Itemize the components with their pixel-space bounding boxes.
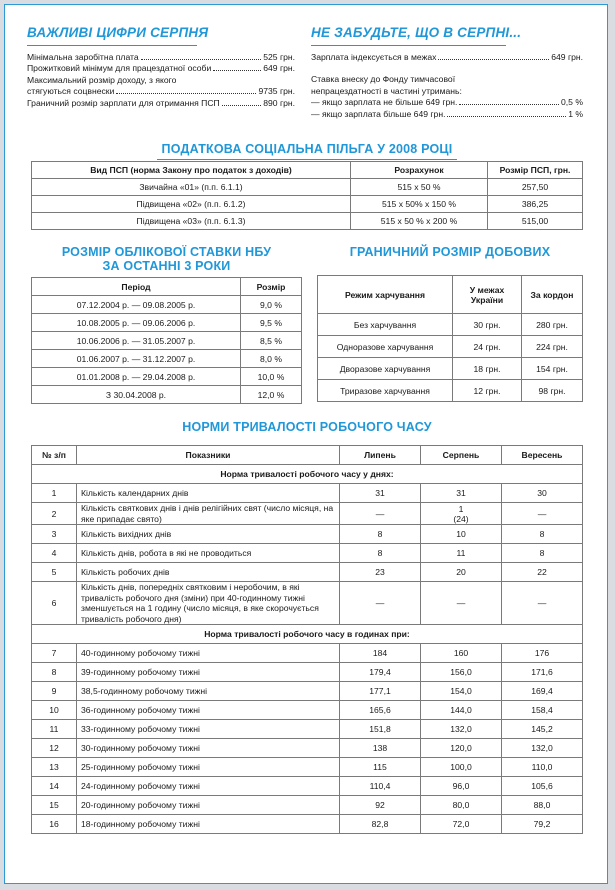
work-time-table	[31, 445, 583, 834]
table-row: 3 Кількість вихідних днів 8 10 8	[32, 525, 583, 544]
table-row: 13 25-годинному робочому тижні 115 100,0 110,0	[32, 758, 583, 777]
nbu-subtitle: ЗА ОСТАННІ 3 РОКИ	[102, 259, 231, 273]
column-header: Розрахунок	[351, 162, 488, 179]
psp-table	[31, 161, 583, 230]
rate-row: — якщо зарплата не більше 649 грн. 0,5 %	[311, 97, 583, 108]
column-header: Вид ПСП (норма Закону про податок з доходів)	[32, 162, 351, 179]
column-header: Серпень	[421, 446, 502, 465]
table-header-row	[32, 162, 583, 179]
table-header-row	[318, 276, 583, 314]
table-row: 01.06.2007 р. — 31.12.2007 р. 8,0 %	[32, 350, 302, 368]
table-row: З 30.04.2008 р. 12,0 %	[32, 386, 302, 404]
table-row: 11 33-годинному робочому тижні 151,8 132,0 145,2	[32, 720, 583, 739]
table-row: Підвищена «03» (п.п. 6.1.3) 515 x 50 % x 200 % 515,00	[32, 213, 583, 230]
key-figures-title: ВАЖЛИВІ ЦИФРИ СЕРПНЯ	[27, 25, 209, 40]
table-row: 14 24-годинному робочому тижні 110,4 96,0 105,6	[32, 777, 583, 796]
column-header: У межах України	[453, 276, 522, 314]
table-row: 2 Кількість святкових днів і днів релігійних свят (число місяця, на яке припадає свято) — 1 (24) —	[32, 503, 583, 525]
table-row: 15 20-годинному робочому тижні 92 80,0 88,0	[32, 796, 583, 815]
rate-intro: непрацездатності в частині утримань:	[311, 85, 462, 96]
per-diem-heading	[317, 245, 583, 259]
table-row: 6 Кількість днів, попередніх святковим і неробочим, в які тривалість робочого дня (зміни) при 40-годинному тижні зменшується на 1 годину (число місяця, в яке скорочується тривалість робочого дня) — — —	[32, 582, 583, 625]
column-header: Вересень	[502, 446, 583, 465]
column-header: № з/п	[32, 446, 77, 465]
reminder-section	[311, 25, 583, 120]
indexation-row: Зарплата індексується в межах 649 грн.	[311, 52, 583, 62]
table-row: 5 Кількість робочих днів 23 20 22	[32, 563, 583, 582]
table-row: 16 18-годинному робочому тижні 82,8 72,0 79,2	[32, 815, 583, 834]
key-figure-row: стягуються соцвнески 9735 грн.	[27, 86, 295, 97]
table-row: 8 39-годинному робочому тижні 179,4 156,0 171,6	[32, 663, 583, 682]
work-time-title: НОРМИ ТРИВАЛОСТІ РОБОЧОГО ЧАСУ	[182, 420, 432, 434]
key-figure-row: Прожитковий мінімум для працездатної особи 649 грн.	[27, 63, 295, 74]
column-header: Розмір	[241, 278, 302, 296]
table-row: 10.08.2005 р. — 09.06.2006 р. 9,5 %	[32, 314, 302, 332]
column-header: Режим харчування	[318, 276, 453, 314]
table-row: Одноразове харчування 24 грн. 224 грн.	[318, 336, 583, 358]
table-row: 1 Кількість календарних днів 31 31 30	[32, 484, 583, 503]
work-time-heading	[31, 420, 583, 434]
column-header: Липень	[340, 446, 421, 465]
table-row: 01.01.2008 р. — 29.04.2008 р. 10,0 %	[32, 368, 302, 386]
table-header-row	[32, 446, 583, 465]
page	[4, 4, 608, 884]
rate-intro: Ставка внеску до Фонду тимчасової	[311, 74, 456, 85]
key-figures-section	[27, 25, 295, 109]
table-row: Звичайна «01» (п.п. 6.1.1) 515 x 50 % 257,50	[32, 179, 583, 196]
key-figure-row: Мінімальна заробітна плата 525 грн.	[27, 52, 295, 62]
table-header-row	[32, 278, 302, 296]
table-row: Триразове харчування 12 грн. 98 грн.	[318, 380, 583, 402]
per-diem-table	[317, 275, 583, 402]
table-row: Дворазове харчування 18 грн. 154 грн.	[318, 358, 583, 380]
days-subheader: Норма тривалості робочого часу у днях:	[32, 465, 583, 484]
table-row: 9 38,5-годинному робочому тижні 177,1 154,0 169,4	[32, 682, 583, 701]
table-row: 4 Кількість днів, робота в які не проводиться 8 11 8	[32, 544, 583, 563]
table-row: 10 36-годинному робочому тижні 165,6 144,0 158,4	[32, 701, 583, 720]
column-header: За кордон	[522, 276, 583, 314]
nbu-title: РОЗМІР ОБЛІКОВОЇ СТАВКИ НБУ	[61, 245, 272, 259]
table-row: 10.06.2006 р. — 31.05.2007 р. 8,5 %	[32, 332, 302, 350]
key-figure-row: Максимальний розмір доходу, з якого	[27, 74, 177, 85]
table-row: 07.12.2004 р. — 09.08.2005 р. 9,0 %	[32, 296, 302, 314]
reminder-title: НЕ ЗАБУДЬТЕ, ЩО В СЕРПНІ...	[311, 25, 522, 40]
column-header: Показники	[77, 446, 340, 465]
table-row: Без харчування 30 грн. 280 грн.	[318, 314, 583, 336]
column-header: Період	[32, 278, 241, 296]
rate-row: — якщо зарплата більше 649 грн. 1 %	[311, 108, 583, 119]
hours-subheader: Норма тривалості робочого часу в годинах при:	[32, 625, 583, 644]
nbu-heading	[31, 245, 302, 273]
table-row: 7 40-годинному робочому тижні 184 160 176	[32, 644, 583, 663]
nbu-table	[31, 277, 302, 404]
table-row: Підвищена «02» (п.п. 6.1.2) 515 x 50% x 150 % 386,25	[32, 196, 583, 213]
table-row: 12 30-годинному робочому тижні 138 120,0 132,0	[32, 739, 583, 758]
psp-title: ПОДАТКОВА СОЦІАЛЬНА ПІЛЬГА У 2008 РОЦІ	[161, 142, 453, 156]
per-diem-title: ГРАНИЧНИЙ РОЗМІР ДОБОВИХ	[349, 245, 551, 259]
psp-heading	[31, 142, 583, 160]
key-figure-row: Граничний розмір зарплати для отримання ПСП 890 грн.	[27, 97, 295, 108]
column-header: Розмір ПСП, грн.	[488, 162, 583, 179]
